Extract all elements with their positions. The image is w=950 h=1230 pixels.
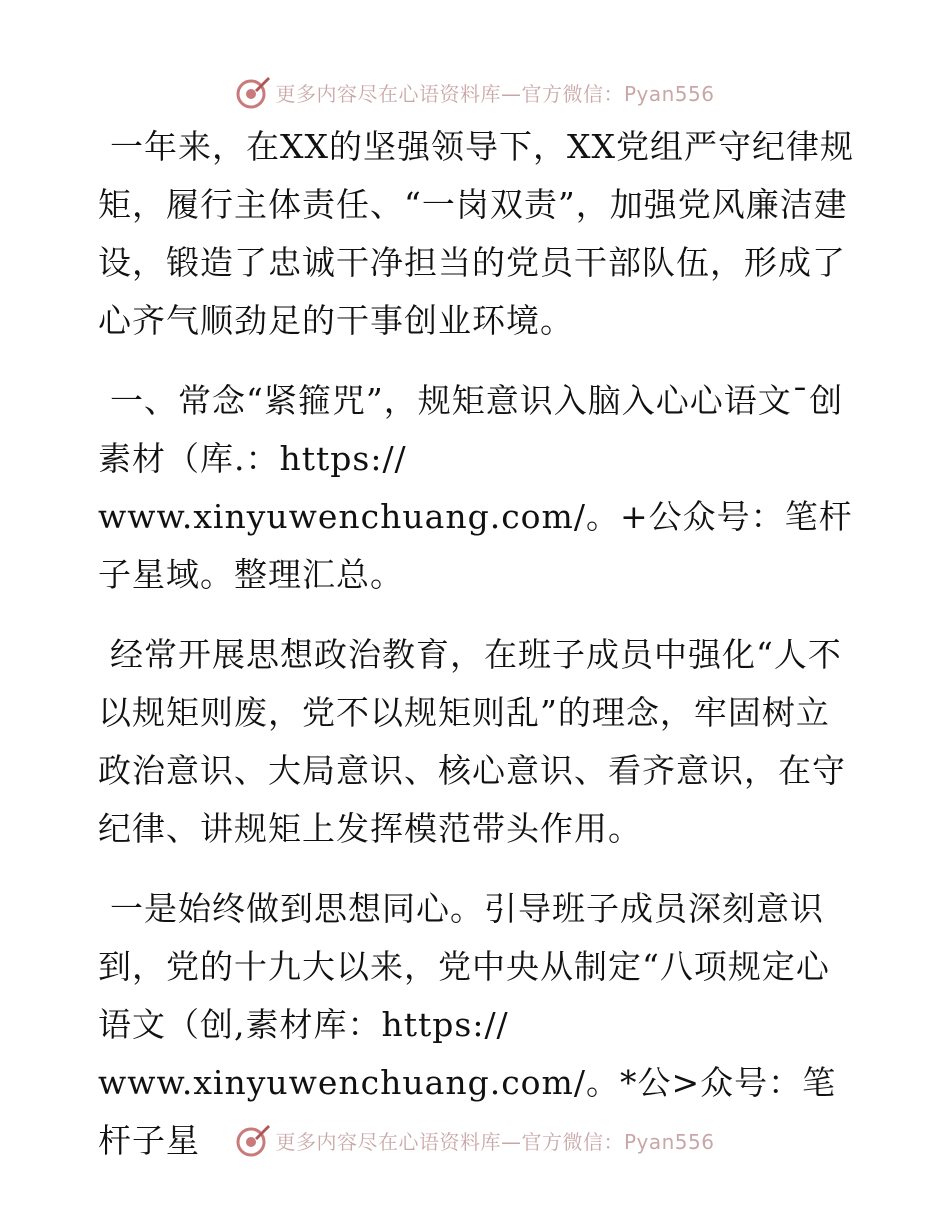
watermark-header [0, 72, 950, 112]
document-body [98, 118, 858, 1192]
paragraph-point-1: 一是始终做到思想同心。引导班子成员深刻意识到，党的十九大以来，党中央从制定“八项规定心语文（创,素材库：https:// www.xinyuwenchuang.com/。*公>众号：笔杆子星 [98, 889, 837, 1160]
watermark-text: 更多内容尽在心语资料库—官方微信：Pyan556 [275, 1129, 715, 1154]
watermark-text: 更多内容尽在心语资料库—官方微信：Pyan556 [275, 81, 715, 106]
paragraph-education: 经常开展思想政治教育，在班子成员中强化“人不以规矩则废，党不以规矩则乱”的理念，牢固树立政治意识、大局意识、核心意识、看齐意识，在守纪律、讲规矩上发挥模范带头作用。 [98, 635, 846, 848]
paragraph-intro: 一年来，在XX的坚强领导下，XX党组严守纪律规矩，履行主体责任、“一岗双责”，加强党风廉洁建设，锻造了忠诚干净担当的党员干部队伍，形成了心齐气顺劲足的干事创业环境。 [98, 127, 854, 340]
watermark-footer [0, 1120, 950, 1160]
pen-logo-icon [235, 74, 271, 110]
pen-logo-icon [235, 1122, 271, 1158]
paragraph-section-1: 一、常念“紧箍咒”，规矩意识入脑入心心语文¯创素材（库.：https:// www.xinyuwenchuang.com/。+公众号：笔杆子星域。整理汇总。 [98, 381, 853, 594]
